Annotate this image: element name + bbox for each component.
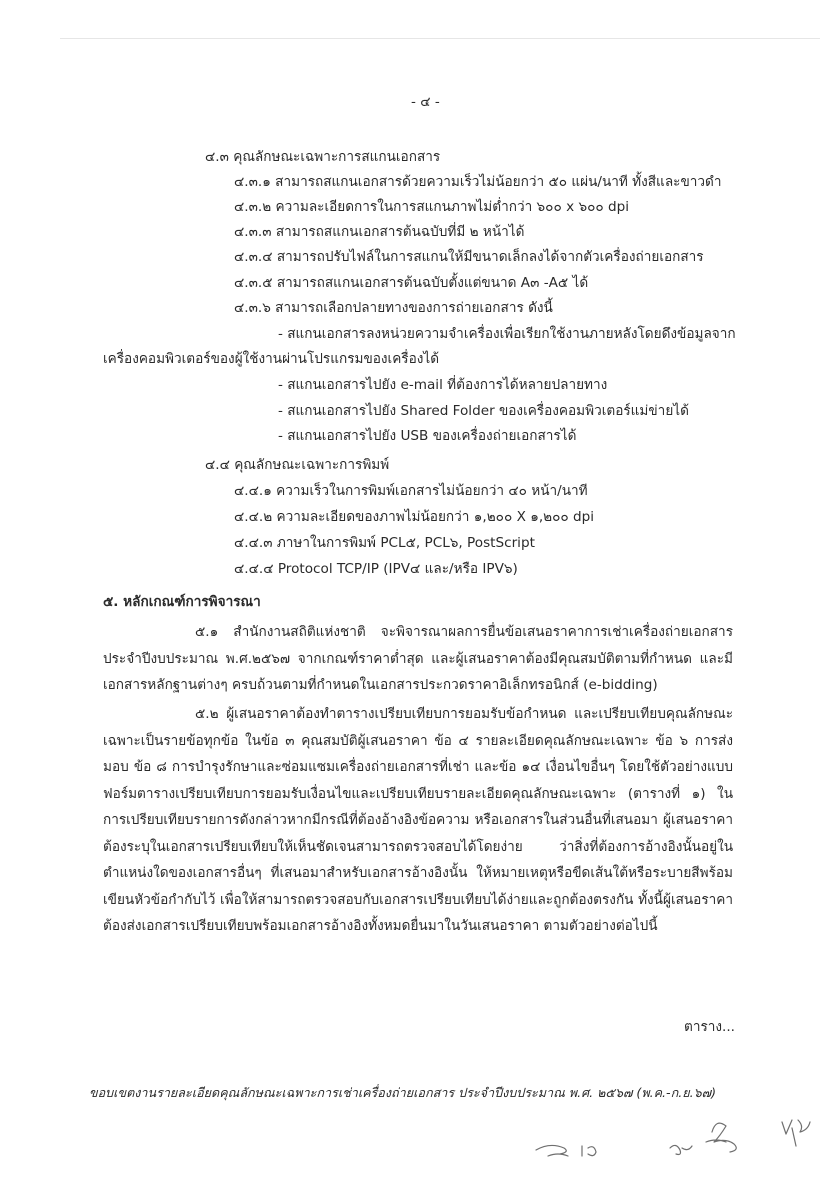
paragraph-5-2-text: ๕.๒ ผู้เสนอราคาต้องทำตารางเปรียบเทียบการยอมรับข้อกำหนด และเปรียบเทียบคุณลักษณะเฉพาะเป็นรายข้อทุกข้อ ในข้อ ๓ คุณสมบัติผู้เสนอราคา ข้อ ๔ รายละเอียดคุณลักษณะเฉพาะ ข้อ ๖ การส่งมอบ ข้อ ๘ การบำรุงรักษาและซ่อมแซมเครื่องถ่ายเอกสารที่เช่า และข้อ ๑๔ เงื่อนไขอื่นๆ โดยใช้ตัวอย่างแบบฟอร์มตารางเปรียบเทียบการยอมรับเงื่อนไขและเปรียบเทียบรายละเอียดคุณลักษณะเฉพาะ (ตารางที่ ๑) ในการเปรียบเทียบรายการดังกล่าวหากมีกรณีที่ต้องอ้างอิงข้อความ หรือเอกสารในส่วนอื่นที่เสนอมา ผู้เสนอราคาต้องระบุในเอกสารเปรียบเทียบให้เห็นชัดเจนสามารถตรวจสอบได้โดยง่าย ว่าสิ่งที่ต้องการอ้างอิงนั้นอยู่ในตำแหน่งใดของเอกสารอื่นๆ ที่เสนอมาสำหรับเอกสารอ้างอิงนั้น ให้หมายเหตุหรือขีดเส้นใต้หรือระบายสีพร้อมเขียนหัวข้อกำกับไว้ เพื่อให้สามารถตรวจสอบกับเอกสารเปรียบเทียบได้ง่ายและถูกต้องตรงกัน ทั้งนี้ผู้เสนอราคาต้องส่งเอกสารเปรียบเทียบพร้อมเอกสารอ้างอิงทั้งหมดยื่นมาในวันเสนอราคา ตามตัวอย่างต่อไปนี้ bbox=[103, 706, 733, 934]
sub-item-memory-continued: เครื่องคอมพิวเตอร์ของผู้ใช้งานผ่านโปรแกรมของเครื่องได้ bbox=[103, 351, 440, 367]
section-5-heading: ๕. หลักเกณฑ์การพิจารณา bbox=[103, 594, 261, 610]
top-rule bbox=[60, 38, 820, 39]
signature-4 bbox=[706, 1123, 736, 1152]
item-4-4-3: ๔.๔.๓ ภาษาในการพิมพ์ PCL๕, PCL๖, PostScript bbox=[234, 535, 535, 551]
sub-item-shared-folder: - สแกนเอกสารไปยัง Shared Folder ของเครื่องคอมพิวเตอร์แม่ข่ายได้ bbox=[278, 403, 689, 419]
item-4-3-1: ๔.๓.๑ สามารถสแกนเอกสารด้วยความเร็วไม่น้อยกว่า ๕๐ แผ่น/นาที ทั้งสีและขาวดำ bbox=[234, 174, 722, 190]
item-4-3-6: ๔.๓.๖ สามารถเลือกปลายทางของการถ่ายเอกสาร ดังนี้ bbox=[234, 300, 553, 316]
section-4-4-heading: ๔.๔ คุณลักษณะเฉพาะการพิมพ์ bbox=[205, 457, 390, 473]
item-4-3-2: ๔.๓.๒ ความละเอียดการในการสแกนภาพไม่ต่ำกว่า ๖๐๐ x ๖๐๐ dpi bbox=[234, 199, 630, 215]
item-4-3-5: ๔.๓.๕ สามารถสแกนเอกสารต้นฉบับตั้งแต่ขนาด A๓ -A๕ ได้ bbox=[234, 275, 589, 291]
item-4-4-2: ๔.๔.๒ ความละเอียดของภาพไม่น้อยกว่า ๑,๒๐๐ X ๑,๒๐๐ dpi bbox=[234, 509, 595, 525]
paragraph-5-1-text: ๕.๑ สำนักงานสถิติแห่งชาติ จะพิจารณาผลการยื่นข้อเสนอราคาการเช่าเครื่องถ่ายเอกสารประจำปีงบประมาณ พ.ศ.๒๕๖๗ จากเกณฑ์ราคาต่ำสุด และผู้เสนอราคาต้องมีคุณสมบัติตามที่กำหนด และมีเอกสารหลักฐานต่างๆ ครบถ้วนตามที่กำหนดในเอกสารประกวดราคาอิเล็กทรอนิกส์ (e-bidding) bbox=[103, 624, 733, 693]
signature-5 bbox=[782, 1120, 810, 1146]
paragraph-5-1 bbox=[103, 619, 733, 699]
section-4-3-heading: ๔.๓ คุณลักษณะเฉพาะการสแกนเอกสาร bbox=[205, 149, 441, 165]
item-4-3-4: ๔.๓.๔ สามารถปรับไฟล์ในการสแกนให้มีขนาดเล็กลงได้จากตัวเครื่องถ่ายเอกสาร bbox=[234, 249, 704, 265]
page-number: - ๔ - bbox=[411, 94, 440, 110]
sub-item-memory: - สแกนเอกสารลงหน่วยความจำเครื่องเพื่อเรียกใช้งานภายหลังโดยดึงข้อมูลจาก bbox=[278, 326, 736, 342]
continued-marker: ตาราง... bbox=[684, 1019, 735, 1035]
item-4-3-3: ๔.๓.๓ สามารถสแกนเอกสารต้นฉบับที่มี ๒ หน้าได้ bbox=[234, 224, 525, 240]
signature-3 bbox=[670, 1145, 692, 1154]
handwritten-signatures bbox=[530, 1112, 830, 1172]
sub-item-usb: - สแกนเอกสารไปยัง USB ของเครื่องถ่ายเอกสารได้ bbox=[278, 428, 577, 444]
paragraph-5-2 bbox=[103, 701, 733, 940]
signature-2 bbox=[582, 1146, 596, 1156]
footer-note: ขอบเขตงานรายละเอียดคุณลักษณะเฉพาะการเช่าเครื่องถ่ายเอกสาร ประจำปีงบประมาณ พ.ศ. ๒๕๖๗ (พ.ค.-ก.ย.๖๗) bbox=[89, 1085, 716, 1100]
signature-1 bbox=[536, 1145, 568, 1156]
item-4-4-4: ๔.๔.๔ Protocol TCP/IP (IPV๔ และ/หรือ IPV๖) bbox=[234, 561, 518, 577]
item-4-4-1: ๔.๔.๑ ความเร็วในการพิมพ์เอกสารไม่น้อยกว่า ๔๐ หน้า/นาที bbox=[234, 483, 588, 499]
sub-item-email: - สแกนเอกสารไปยัง e-mail ที่ต้องการได้หลายปลายทาง bbox=[278, 377, 608, 393]
